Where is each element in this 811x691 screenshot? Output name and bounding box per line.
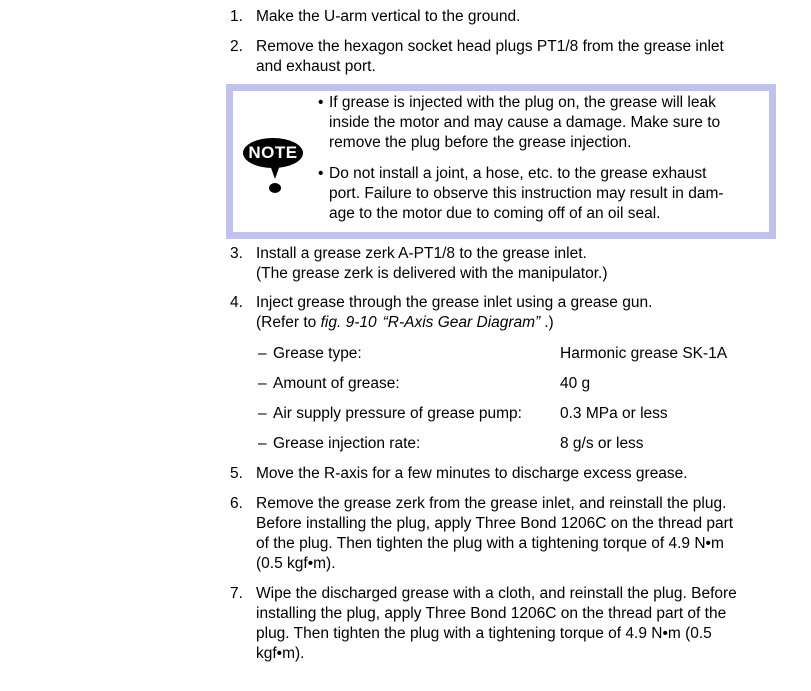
step-text <box>256 494 796 574</box>
step-line: kgf•m). <box>256 645 305 662</box>
step-line: (0.5 kgf•m). <box>256 555 336 572</box>
note-box <box>226 84 776 239</box>
note-line: remove the plug before the grease injection. <box>329 134 632 151</box>
spec-label: Air supply pressure of grease pump: <box>273 405 522 422</box>
step-text <box>256 37 796 77</box>
note-line: port. Failure to observe this instruction may result in dam- <box>329 185 724 202</box>
spec-value: 8 g/s or less <box>560 435 644 452</box>
step-line: Install a grease zerk A-PT1/8 to the grease inlet. <box>256 245 587 262</box>
step-line: Remove the grease zerk from the grease inlet, and reinstall the plug. <box>256 495 727 512</box>
step-text <box>256 584 796 664</box>
step-line: Before installing the plug, apply Three Bond 1206C on the thread part <box>256 515 734 532</box>
step-text <box>256 7 796 27</box>
step-number: 4. <box>230 294 243 311</box>
figure-link[interactable]: fig. 9-10 <box>320 314 377 331</box>
spec-value: Harmonic grease SK-1A <box>560 345 728 362</box>
step-line: installing the plug, apply Three Bond 1206C on the thread part of the <box>256 605 727 622</box>
step-reference <box>256 313 796 333</box>
step-line: (The grease zerk is delivered with the manipulator.) <box>256 265 608 282</box>
step-text <box>256 244 796 284</box>
note-icon-label: NOTE <box>243 138 303 168</box>
dash: – <box>258 375 267 392</box>
step-number: 1. <box>230 8 243 25</box>
note-line: age to the motor due to coming off of an oil seal. <box>329 205 661 222</box>
step-number: 2. <box>230 38 243 55</box>
step-line: Move the R-axis for a few minutes to discharge excess grease. <box>256 465 688 482</box>
note-text <box>329 164 724 224</box>
step-text <box>256 464 796 484</box>
note-line: Do not install a joint, a hose, etc. to the grease exhaust <box>329 165 707 182</box>
note-icon <box>243 138 303 196</box>
spec-label: Grease injection rate: <box>273 435 421 452</box>
bullet: • <box>318 165 324 182</box>
step-line: and exhaust port. <box>256 58 376 75</box>
ref-prefix: (Refer to <box>256 314 321 331</box>
step-text <box>256 293 796 333</box>
note-line: If grease is injected with the plug on, the grease will leak <box>329 94 716 111</box>
ref-suffix: .) <box>544 314 554 331</box>
step-line: Make the U-arm vertical to the ground. <box>256 8 521 25</box>
dash: – <box>258 345 267 362</box>
figure-title: “R-Axis Gear Diagram” <box>382 314 541 331</box>
dash: – <box>258 405 267 422</box>
bullet: • <box>318 94 324 111</box>
step-line: of the plug. Then tighten the plug with a tightening torque of 4.9 N•m <box>256 535 724 552</box>
spec-value: 40 g <box>560 375 591 392</box>
spec-label: Grease type: <box>273 345 362 362</box>
spec-label: Amount of grease: <box>273 375 400 392</box>
step-number: 5. <box>230 465 243 482</box>
spec-value: 0.3 MPa or less <box>560 405 668 422</box>
note-line: inside the motor and may cause a damage. Make sure to <box>329 114 721 131</box>
dash: – <box>258 435 267 452</box>
step-number: 6. <box>230 495 243 512</box>
note-text <box>329 93 720 153</box>
step-line: Wipe the discharged grease with a cloth, and reinstall the plug. Before <box>256 585 737 602</box>
step-line: Remove the hexagon socket head plugs PT1/8 from the grease inlet <box>256 38 724 55</box>
step-number: 3. <box>230 245 243 262</box>
step-number: 7. <box>230 585 243 602</box>
note-icon-stem <box>270 165 280 179</box>
note-icon-dot <box>269 183 281 193</box>
step-line: Inject grease through the grease inlet using a grease gun. <box>256 294 653 311</box>
step-line: plug. Then tighten the plug with a tightening torque of 4.9 N•m (0.5 <box>256 625 712 642</box>
